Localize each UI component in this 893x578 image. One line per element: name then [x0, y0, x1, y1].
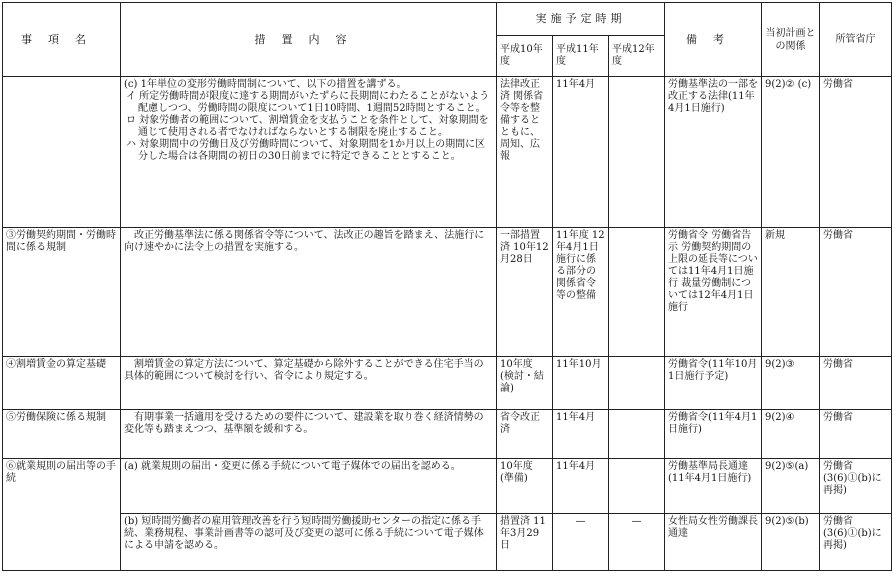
measure-line: (b) 短時間労働者の雇用管理改善を行う短時間労働援助センターの指定に係る手続、業務規程、事業計画書等の認可及び変更の認可に係る手続について電子媒体による申請を認める。 [124, 516, 484, 551]
h10-cell: 10年度 (検討・結論) [497, 357, 553, 410]
h12-cell: — [609, 514, 665, 571]
item-cell: ④割増賃金の算定基礎 [3, 357, 121, 410]
header-year-h10: 平成10年度 [497, 36, 553, 77]
measure-cell [121, 77, 497, 228]
item-cell: ⑤労働保険に係る規制 [3, 410, 121, 459]
table-row [3, 228, 892, 357]
h10-cell: 法律改正済 関係省令等を整備するとともに、周知、広報 [497, 77, 553, 228]
header-measure: 措置内容 [121, 3, 497, 77]
item-cell: ③労働契約期間・労働時間に係る規制 [3, 228, 121, 357]
ministry-cell: 労働省 [820, 228, 892, 357]
h10-cell: 措置済 11年3月29日 [497, 514, 553, 571]
h12-cell [609, 77, 665, 228]
header-relation: 当初計画との関係 [762, 3, 820, 77]
measure-line: イ 所定労働時間が限度に達する期間がいたずらに長期間にわたることがないよう配慮しつつ、労働時間の限度について1日10時間、1週間52時間とすること。 [126, 91, 490, 114]
table-row [3, 357, 892, 410]
ministry-cell: 労働省 (3(6)①(b)に再掲) [820, 514, 892, 571]
measure-line: ロ 対象労働者の範囲について、割増賃金を支払うことを条件として、対象期間を通じて使用される者でなければならないとする制限を廃止すること。 [126, 115, 489, 138]
remarks-cell: 女性局女性労働課長通達 [665, 514, 762, 571]
h10-cell: 一部措置済 10年12月28日 [497, 228, 553, 357]
measure-line: ハ 対象期間中の労働日及び労働時間について、対象期間を1か月以上の期間に区分した場合は各期間の初日の30日前までに特定できることとすること。 [126, 139, 486, 162]
table-row [3, 459, 892, 514]
table-row [3, 410, 892, 459]
remarks-cell: 労働基準局長通達(11年4月1日施行) [665, 459, 762, 514]
measure-cell [121, 410, 497, 459]
h12-cell [609, 228, 665, 357]
h12-cell [609, 459, 665, 514]
header-remarks: 備考 [665, 3, 762, 77]
table-row [3, 514, 892, 571]
measures-table [2, 2, 892, 571]
header-ministry: 所管省庁 [820, 3, 892, 77]
header-year-h12: 平成12年度 [609, 36, 665, 77]
measure-cell [121, 357, 497, 410]
relation-cell: 9(2)② (c) [762, 77, 820, 228]
h10-cell: 省令改正済 [497, 410, 553, 459]
remarks-cell: 労働省令(11年10月1日施行予定) [665, 357, 762, 410]
measure-line: (a) 就業規則の届出・変更に係る手続について電子媒体での届出を認める。 [124, 461, 461, 472]
relation-cell: 9(2)③ [762, 357, 820, 410]
remarks-cell: 労働省令 労働省告示 労働契約期間の上限の延長等については11年4月1日施行 裁量労働制については12年4月1日施行 [665, 228, 762, 357]
relation-cell: 9(2)④ [762, 410, 820, 459]
ministry-cell: 労働省 [820, 77, 892, 228]
measure-cell [121, 459, 497, 514]
ministry-cell: 労働省 (3(6)①(b)に再掲) [820, 459, 892, 514]
h11-cell: 11年4月 [553, 459, 609, 514]
item-cell: ⑥就業規則の届出等の手続 [3, 459, 121, 571]
header-year-h11: 平成11年度 [553, 36, 609, 77]
h10-cell: 10年度 (準備) [497, 459, 553, 514]
remarks-cell: 労働基準法の一部を改正する法律(11年4月1日施行) [665, 77, 762, 228]
relation-cell: 9(2)⑤(a) [762, 459, 820, 514]
h11-cell: 11年10月 [553, 357, 609, 410]
measure-line: 割増賃金の算定方法について、算定基礎から除外することができる住宅手当の具体的範囲について検討を行い、省令により規定する。 [124, 359, 484, 382]
relation-cell: 9(2)⑤(b) [762, 514, 820, 571]
remarks-cell: 労働省令(11年4月1日施行) [665, 410, 762, 459]
measure-line: 改正労働基準法に係る関係省令等について、法改正の趣旨を踏まえ、法施行に向け速やかに法令上の措置を実施する。 [124, 230, 485, 253]
measure-line: 有期事業一括適用を受けるための要件について、建設業を取り巻く経済情勢の変化等も踏まえつつ、基準額を緩和する。 [124, 412, 484, 435]
header-schedule: 実施予定時期 [497, 3, 665, 36]
header-item: 事項名 [3, 3, 121, 77]
table-row [3, 77, 892, 228]
ministry-cell: 労働省 [820, 410, 892, 459]
relation-cell: 新規 [762, 228, 820, 357]
h11-cell: 11年度 12年4月1日施行に係る部分の関係省令等の整備 [553, 228, 609, 357]
measure-line: (c) 1年単位の変形労働時間制について、以下の措置を講ずる。 [124, 79, 407, 90]
h11-cell: — [553, 514, 609, 571]
measure-cell [121, 514, 497, 571]
h12-cell [609, 410, 665, 459]
h11-cell: 11年4月 [553, 410, 609, 459]
ministry-cell: 労働省 [820, 357, 892, 410]
h12-cell [609, 357, 665, 410]
item-cell [3, 77, 121, 228]
h11-cell: 11年4月 [553, 77, 609, 228]
measure-cell [121, 228, 497, 357]
